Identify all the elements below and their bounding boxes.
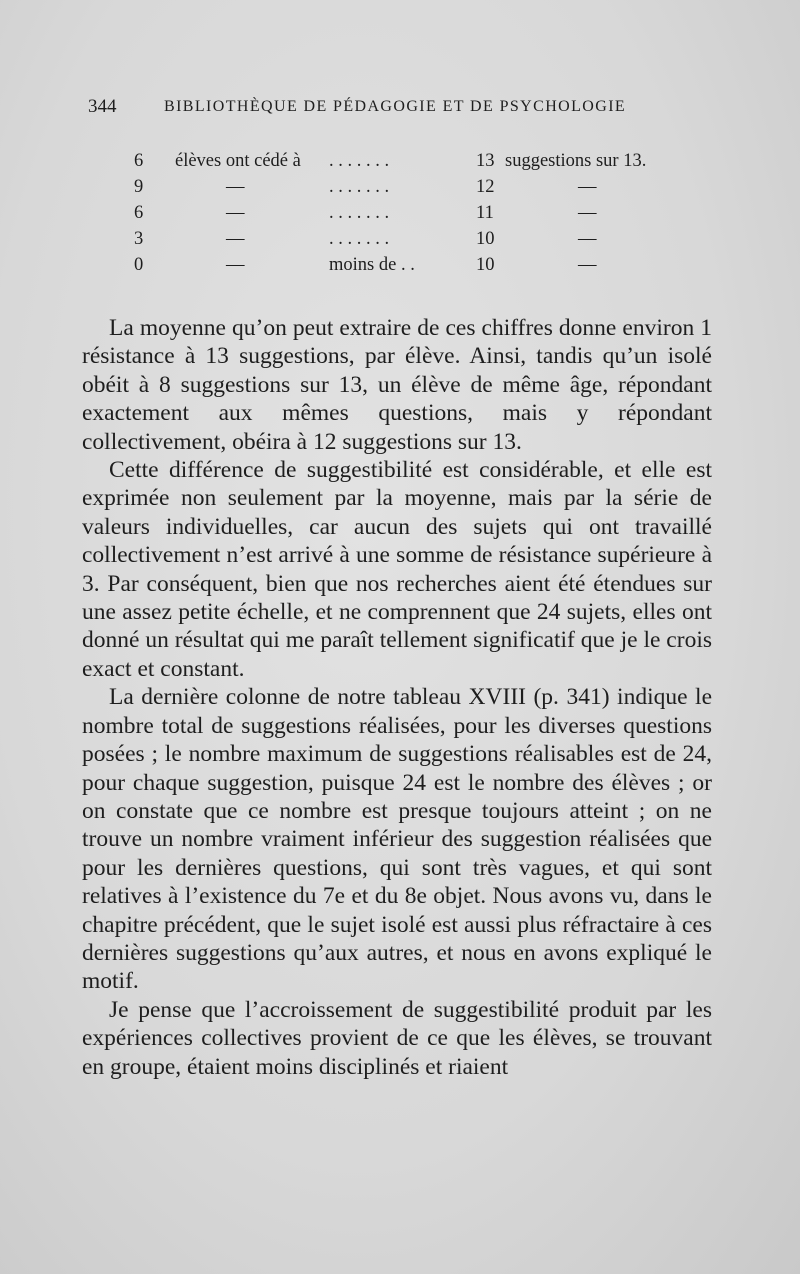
- tally-ditto: —: [226, 177, 245, 197]
- tally-row: [0, 177, 800, 203]
- tally-ditto: —: [578, 229, 597, 249]
- tally-number: 13: [476, 151, 495, 171]
- tally-leader: . . . . . . .: [329, 229, 390, 249]
- tally-row: [0, 229, 800, 255]
- tally-verb: élèves ont cédé à: [175, 151, 301, 171]
- tally-ditto: —: [226, 203, 245, 223]
- paragraph: La moyenne qu’on peut extraire de ces chiffres donne environ 1 résistance à 13 suggestions, par élève. Ainsi, tandis qu’un isolé obéit à 8 suggestions sur 13, un élève de même âge, répondant exactement aux mêmes questions, mais y répondant collectivement, obéira à 12 suggestions sur 13.: [82, 315, 712, 455]
- tally-row: [0, 255, 800, 281]
- tally-number: 10: [476, 255, 495, 275]
- tally-tail: suggestions sur 13.: [505, 151, 647, 171]
- paragraph: Cette différence de suggestibilité est considérable, et elle est exprimée non seulement par la moyenne, mais par la série de valeurs individuelles, car aucun des sujets qui ont travaillé collectivement n’est arrivé à une somme de résistance supérieure à 3. Par conséquent, bien que nos recherches aient été étendues sur une assez petite échelle, et ne comprennent que 24 sujets, elles ont donné un résultat qui me paraît tellement significatif que je le crois exact et constant.: [82, 457, 712, 682]
- tally-ditto: —: [226, 255, 245, 275]
- tally-ditto: —: [578, 203, 597, 223]
- body-text: [82, 314, 712, 1081]
- tally-row: [0, 151, 800, 177]
- tally-ditto: —: [578, 177, 597, 197]
- tally-count: 6: [134, 151, 144, 171]
- tally-leader: . . . . . . .: [329, 203, 390, 223]
- tally-leader: . . . . . . .: [329, 151, 390, 171]
- tally-number: 12: [476, 177, 495, 197]
- paragraph: La dernière colonne de notre tableau XVIII (p. 341) indique le nombre total de suggestions réalisées, pour les diverses questions posées ; le nombre maximum de suggestions réalisables est de 24, pour chaque suggestion, puisque 24 est le nombre des élèves ; or on constate que ce nombre est presque toujours atteint ; on ne trouve un nombre vraiment inférieur des suggestion réalisées que pour les dernières questions, qui sont très vagues, et qui sont relatives à l’existence du 7e et du 8e objet. Nous avons vu, dans le chapitre précédent, que le sujet isolé est aussi plus réfractaire à ces dernières suggestions qu’aux autres, et nous en avons expliqué le motif.: [82, 684, 712, 995]
- page-number: 344: [88, 96, 117, 117]
- tally-count: 6: [134, 203, 144, 223]
- tally-count: 0: [134, 255, 144, 275]
- tally-leader: . . . . . . .: [329, 177, 390, 197]
- paragraph: Je pense que l’accroissement de suggestibilité produit par les expériences collectives provient de ce que les élèves, se trouvant en groupe, étaient moins disciplinés et riaient: [82, 996, 712, 1080]
- running-title: BIBLIOTHÈQUE DE PÉDAGOGIE ET DE PSYCHOLOGIE: [164, 98, 627, 115]
- tally-number: 10: [476, 229, 495, 249]
- tally-row: [0, 203, 800, 229]
- tally-count: 3: [134, 229, 144, 249]
- tally-ditto: —: [578, 255, 597, 275]
- tally-leader: moins de . .: [329, 255, 415, 275]
- tally-ditto: —: [226, 229, 245, 249]
- running-header: [88, 96, 648, 120]
- tally-count: 9: [134, 177, 144, 197]
- tally-number: 11: [476, 203, 494, 223]
